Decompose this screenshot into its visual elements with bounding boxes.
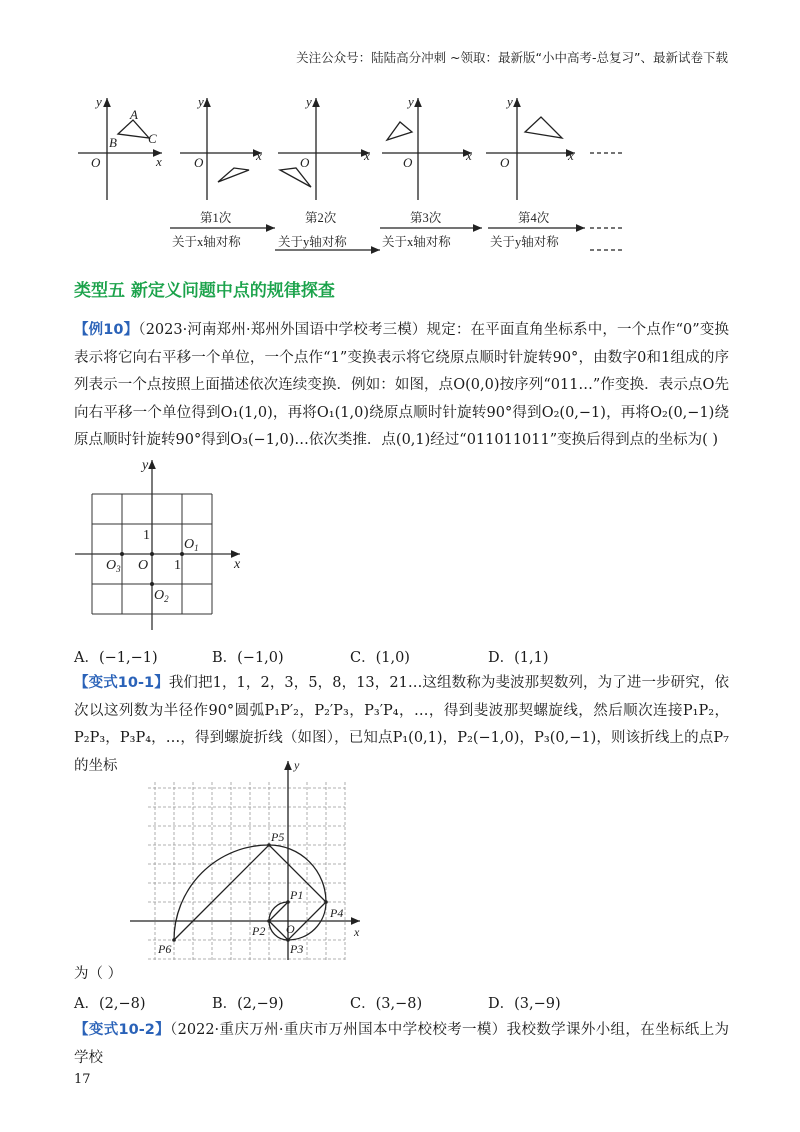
option-c: C．(1,0) [350, 650, 410, 666]
axis-y-label: y [507, 94, 513, 109]
spiral-origin-label: O [286, 922, 295, 936]
fibonacci-spiral-figure [128, 757, 368, 962]
step-4-caption: 关于y轴对称 [490, 235, 559, 249]
vertex-a-label: A [130, 107, 138, 122]
reflection-sequence-figure [70, 90, 640, 260]
point-p5-label: P5 [271, 830, 285, 844]
grid-one-x: 1 [174, 558, 181, 573]
grid-x-label: x [234, 557, 241, 572]
variant-10-2-tag: 【变式10-2】 [74, 1022, 171, 1038]
axis-y-label: y [306, 94, 312, 109]
point-p1-label: P1 [290, 888, 304, 902]
variant-10-2-body: （2022·重庆万州·重庆市万州国本中学校校考一模）我校数学课外小组，在坐标纸上为学校 [74, 1022, 729, 1066]
example-10-tag: 【例10】 [74, 322, 139, 338]
variant-10-2-text [74, 1017, 729, 1072]
axis-x-label: x [364, 148, 370, 163]
axis-x-label: x [256, 148, 262, 163]
origin-label: O [403, 155, 413, 170]
step-4-label: 第4次 [518, 211, 550, 225]
option-c: C．(3,−8) [350, 996, 423, 1012]
origin-label: O [194, 155, 204, 170]
spiral-y-label: y [294, 758, 300, 772]
page-header: 关注公众号：陆陆高分冲刺 ~领取：最新版“小中高考-总复习”、最新试卷下载 [296, 50, 728, 65]
option-b: B．(2,−9) [212, 996, 284, 1012]
variant-10-1-tail: 为（ ） [74, 966, 123, 982]
point-p3-label: P3 [290, 942, 304, 956]
variant-10-1-body: 我们把1，1，2，3，5，8，13，21…这组数称为斐波那契数列，为了进一步研究，依次以这列数为半径作90°圆弧P₁P′₂，P₂′P₃，P₃′P₄，…，得到斐波那契螺旋线，然后顺次连接P₁P₂，P₂P₃，P₃P₄，…，得到螺旋折线（如图），已知点P₁(0,1)，P₂(−1,0)，P₃(0,−1)，则该折线上的点P₇的坐标 [74, 675, 729, 774]
example-10-body: （2023·河南郑州·郑州外国语中学校考三模）规定：在平面直角坐标系中，一个点作“0”变换表示将它向右平移一个单位，一个点作“1”变换表示将它绕原点顺时针旋转90°，由数字0和1组成的序列表示一个点按照上面描述依次连续变换．例如：如图，点O(0,0)按序列“011…”作变换．表示点O先向右平移一个单位得到O₁(1,0)，再将O₁(1,0)绕原点顺时针旋转90°得到O₂(0,−1)，再将O₂(0,−1)绕原点顺时针旋转90°得到O₃(−1,0)…依次类推．点(0,1)经过“011011011”变换后得到点的坐标为( ) [74, 322, 729, 448]
axis-y-label: y [96, 94, 102, 109]
point-p4-label: P4 [330, 906, 344, 920]
step-1-label: 第1次 [200, 211, 232, 225]
axis-y-label: y [198, 94, 204, 109]
variant-10-1-options [74, 992, 626, 1013]
origin-label: O [300, 155, 310, 170]
point-o1-label: $O_1$ [184, 537, 199, 553]
variant-10-1-tag: 【变式10-1】 [74, 675, 169, 691]
step-3-caption: 关于x轴对称 [382, 235, 451, 249]
step-2-label: 第2次 [305, 211, 337, 225]
grid-origin-label: O [138, 558, 149, 573]
option-a: A．(2,−8) [74, 996, 146, 1012]
page-number: 17 [74, 1072, 91, 1087]
vertex-b-label: B [109, 135, 117, 150]
origin-label: O [91, 155, 101, 170]
spiral-x-label: x [354, 925, 360, 939]
vertex-c-label: C [148, 131, 157, 146]
axis-x-label: x [156, 154, 162, 169]
section-title: 类型五 新定义问题中点的规律探查 [74, 281, 335, 301]
point-p2-label: P2 [252, 924, 266, 938]
origin-label: O [500, 155, 510, 170]
option-d: D．(1,1) [488, 650, 549, 666]
example-10-text [74, 317, 729, 455]
step-3-label: 第3次 [410, 211, 442, 225]
axis-x-label: x [568, 148, 574, 163]
point-p6-label: P6 [158, 942, 172, 956]
option-a: A．(−1,−1) [74, 650, 158, 666]
example-10-options [74, 646, 626, 667]
option-d: D．(3,−9) [488, 996, 561, 1012]
step-1-caption: 关于x轴对称 [172, 235, 241, 249]
grid-y-label: y [142, 458, 149, 473]
example-10-grid-figure [70, 455, 260, 635]
step-2-caption: 关于y轴对称 [278, 235, 347, 249]
point-o3-label: $O_3$ [106, 558, 121, 574]
option-b: B．(−1,0) [212, 650, 284, 666]
grid-one-y: 1 [143, 528, 150, 543]
axis-y-label: y [408, 94, 414, 109]
axis-x-label: x [466, 148, 472, 163]
point-o2-label: $O_2$ [154, 588, 169, 604]
